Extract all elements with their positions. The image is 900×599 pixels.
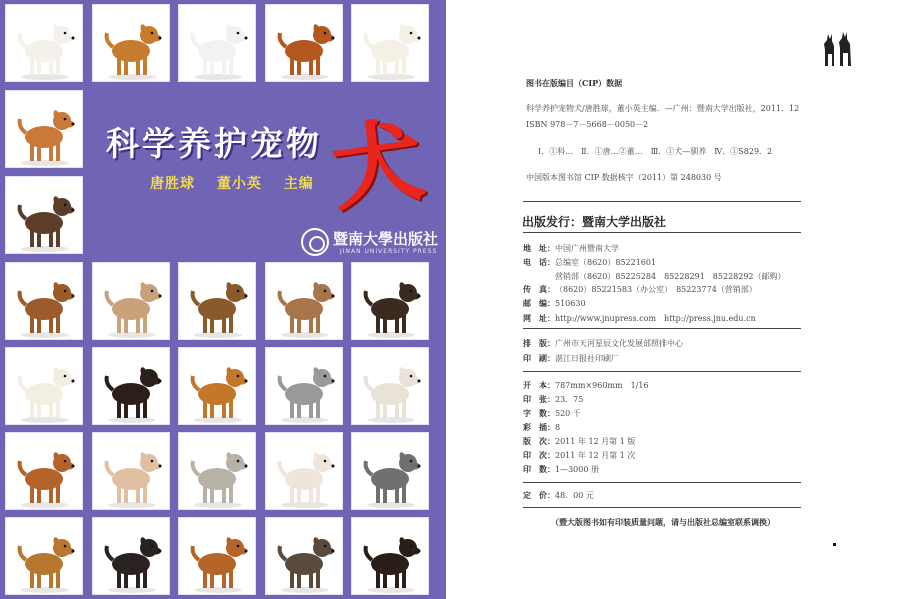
author-1: 唐胜球 (150, 176, 195, 192)
info-label: 电 话： (523, 257, 555, 267)
info-label: 邮 编： (523, 298, 555, 308)
dog-photo-tile (5, 262, 83, 340)
dog-photo-tile (5, 432, 83, 510)
jack-russell-dog-icon (266, 433, 343, 510)
info-value: 787mm×960mm 1/16 (555, 381, 649, 390)
info-value: 2011 年 12 月第 1 次 (555, 451, 636, 460)
info-value: 广州市天河星辰文化发展部照排中心 (555, 339, 683, 348)
dog-photo-tile (92, 432, 170, 510)
info-label: 网 址： (523, 313, 555, 323)
dog-photo-tile (265, 347, 343, 425)
info-label: 开 本： (523, 380, 555, 390)
cip-line: 科学养护宠物犬/唐胜球，董小英主编．—广州：暨南大学出版社，2011．12 (526, 104, 800, 113)
divider (523, 232, 801, 233)
dog-photo-tile (5, 176, 83, 254)
info-row (523, 450, 635, 461)
pharaoh-hound-dog-icon (6, 91, 83, 168)
catahoula-dog-icon (352, 433, 429, 510)
cip-heading: 图书在版编目（CIP）数据 (526, 78, 623, 88)
dog-photo-tile (265, 262, 343, 340)
info-value: 营销部（8620）85225284 85228291 85228292（邮购） (555, 272, 786, 281)
divider (523, 371, 801, 372)
author-2: 董小英 (216, 176, 262, 192)
info-row (523, 284, 757, 295)
info-value: 8 (555, 423, 561, 432)
info-value: （8620）85221583（办公室） 85223774（营销部） (555, 285, 757, 294)
bedlington-terrier-dog-icon (179, 433, 256, 510)
greyhound-dog-icon (266, 263, 343, 340)
divider (523, 482, 801, 483)
dog-photo-tile (265, 4, 343, 82)
dog-photo-tile (351, 517, 429, 595)
info-row (523, 422, 560, 433)
info-row (523, 257, 656, 268)
info-row (523, 298, 586, 309)
info-row (523, 464, 599, 475)
book-cover (0, 0, 446, 599)
dog-photo-tile (92, 347, 170, 425)
maltese-dog-icon (6, 5, 83, 82)
info-row (523, 338, 683, 349)
publisher-logo-icon (301, 228, 329, 256)
doberman-dog-icon (93, 348, 170, 425)
info-value: 520 千 (555, 409, 581, 418)
info-label: 印 次： (523, 450, 555, 460)
bichon-dog-icon (352, 5, 429, 82)
divider (523, 328, 801, 329)
cip-line: ISBN 978－7－5668－0050－2 (526, 120, 649, 129)
info-label: 地 址： (523, 243, 555, 253)
info-row (523, 436, 635, 447)
dog-photo-tile (5, 4, 83, 82)
price-value: 48．00 元 (555, 491, 594, 500)
dog-photo-tile (5, 517, 83, 595)
foxhound-dog-icon (6, 433, 83, 510)
dog-photo-tile (351, 4, 429, 82)
info-label: 印 刷： (523, 353, 555, 363)
editor-role: 主编 (283, 176, 314, 192)
price-label: 定 价： (523, 490, 555, 500)
info-row (523, 353, 619, 364)
dachshund-dog-icon (352, 518, 429, 595)
quality-notice: （暨大版图书如有印装质量问题，请与出版社总编室联系调换） (551, 517, 775, 527)
cover-authors (150, 173, 330, 193)
divider (523, 201, 801, 202)
info-value: 23．75 (555, 395, 584, 404)
cip-line: 中国版本图书馆 CIP 数据核字（2011）第 248030 号 (526, 173, 722, 182)
price-row (523, 490, 594, 501)
dog-photo-tile (92, 262, 170, 340)
info-label: 版 次： (523, 436, 555, 446)
info-label: 传 真： (523, 284, 555, 294)
info-value: 中国广州暨南大学 (555, 244, 619, 253)
info-row (523, 243, 619, 254)
info-label: 字 数： (523, 408, 555, 418)
dog-photo-tile (265, 517, 343, 595)
dog-photo-tile (351, 347, 429, 425)
shih-tzu-dog-icon (266, 518, 343, 595)
cover-title: 科学养护宠物 (106, 124, 322, 163)
dog-photo-tile (178, 432, 256, 510)
poodle-dog-icon (266, 348, 343, 425)
dalmatian-dog-icon (179, 5, 256, 82)
dog-photo-tile (351, 262, 429, 340)
dog-photo-tile (265, 432, 343, 510)
copyright-page (452, 0, 900, 599)
info-row (523, 380, 649, 391)
info-label: 印 数： (523, 464, 555, 474)
pomeranian-dog-icon (93, 5, 170, 82)
german-shepherd-dog-icon (179, 263, 256, 340)
info-row (523, 408, 581, 419)
cover-big-character: 犬 (323, 105, 431, 225)
two-dogs-silhouette-icon (822, 30, 856, 68)
samoyed-dog-icon (6, 348, 83, 425)
page-dot (833, 543, 836, 546)
golden-retriever-dog-icon (179, 348, 256, 425)
info-label: 印 张： (523, 394, 555, 404)
publisher-heading: 出版发行：暨南大学出版社 (522, 215, 667, 229)
dog-photo-tile (5, 347, 83, 425)
bulldog-dog-icon (93, 263, 170, 340)
springer-spaniel-dog-icon (6, 177, 83, 254)
papillon-dog-icon (93, 433, 170, 510)
cover-publisher-name: 暨南大學出版社 (333, 230, 439, 248)
info-value: 总编室（8620）85221601 (555, 258, 657, 267)
dog-photo-tile (178, 517, 256, 595)
info-row (523, 313, 756, 324)
cavalier-spaniel-dog-icon (266, 5, 343, 82)
bloodhound-dog-icon (6, 263, 83, 340)
info-row (523, 271, 786, 282)
info-value: http://www.jnupress.com http://press.jnu.edu.cn (555, 314, 756, 323)
dog-photo-tile (178, 347, 256, 425)
dog-photo-tile (178, 4, 256, 82)
border-collie-dog-icon (93, 518, 170, 595)
divider (523, 507, 801, 508)
dog-photo-tile (92, 517, 170, 595)
cover-publisher-english: JINAN UNIVERSITY PRESS (340, 248, 438, 255)
info-value: 510630 (555, 299, 586, 308)
dog-photo-tile (92, 4, 170, 82)
dog-photo-tile (5, 90, 83, 168)
borzoi-dog-icon (352, 348, 429, 425)
dog-photo-tile (351, 432, 429, 510)
dog-photo-tile (178, 262, 256, 340)
info-row (523, 394, 583, 405)
collie-dog-icon (6, 518, 83, 595)
info-value: 1—3000 册 (555, 465, 599, 474)
info-value: 湛江日报社印刷厂 (555, 354, 619, 363)
boxer-dog-icon (179, 518, 256, 595)
tibetan-mastiff-dog-icon (352, 263, 429, 340)
info-label: 彩 插： (523, 422, 555, 432)
info-value: 2011 年 12 月第 1 版 (555, 437, 636, 446)
info-label: 排 版： (523, 338, 555, 348)
cip-line: Ⅰ．①科… Ⅱ．①唐…②董… Ⅲ．①犬—驯养 Ⅳ．①S829．2 (538, 147, 773, 156)
